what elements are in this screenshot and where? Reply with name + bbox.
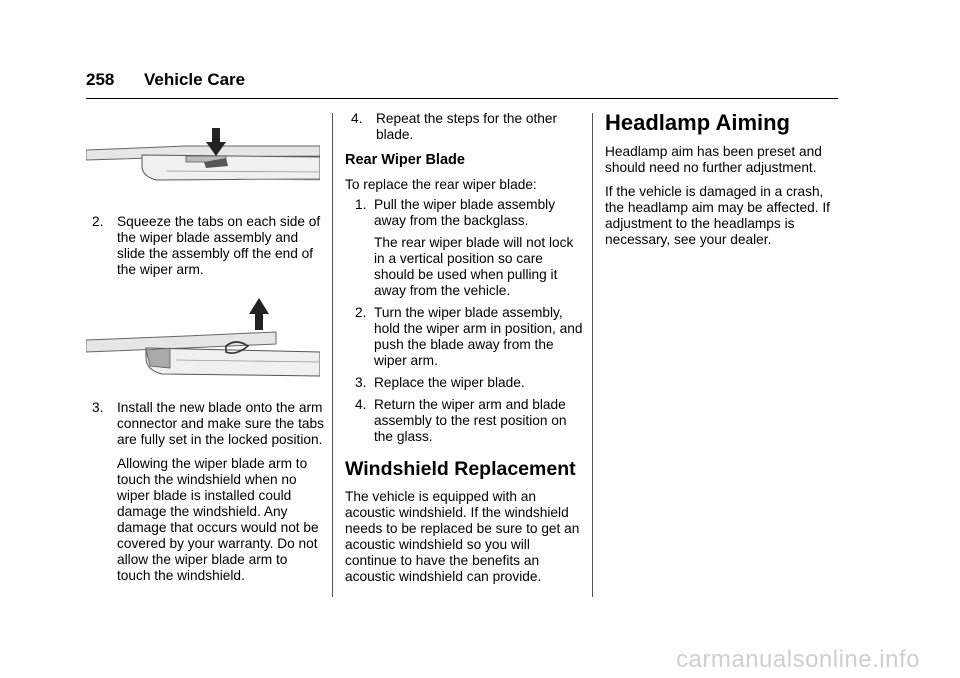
watermark: carmanualsonline.info: [676, 646, 920, 673]
headlamp-p1: Headlamp aim has been preset and should need no further adjustment.: [605, 144, 822, 175]
headlamp-section: [605, 110, 841, 248]
column-divider-2: [592, 113, 593, 597]
windshield-heading: Windshield Replacement: [345, 458, 576, 480]
windshield-text: The vehicle is equipped with an acoustic windshield. If the windshield needs to be replaced be sure to get an acoustic windshield so you will continue to have the benefits an acoustic windshield can provide.: [345, 489, 580, 584]
wiper-removal-illustration: [86, 124, 320, 194]
step-3: 3. Install the new blade onto the arm connector and make sure the tabs are fully set in the locked position. Allowing the wiper blade arm to touch the windshield when no wiper blade is installed could damage the windshield. Any damage that occurs would not be covered by your warranty. Do not allow the wiper blade arm to touch the windshield.: [92, 400, 324, 583]
rear-step-1: 1. Pull the wiper blade assembly away from the backglass.: [355, 197, 556, 228]
rear-intro: To replace the rear wiper blade:: [345, 177, 537, 192]
up-arrow-icon: [249, 298, 269, 330]
rear-step-3: 3. Replace the wiper blade.: [355, 375, 525, 390]
rear-wiper-section: [345, 152, 585, 445]
wiper-install-illustration: [86, 296, 320, 382]
rear-step-4: 4. Return the wiper arm and blade assembly to the rest position on the glass.: [355, 397, 567, 444]
rear-note: The rear wiper blade will not lock in a vertical position so care should be used when pulling it away from the vehicle.: [374, 235, 574, 298]
wiper-arm-caution: Allowing the wiper blade arm to touch the windshield when no wiper blade is installed could damage the windshield. Any damage that occurs would not be covered by your warranty. Do not allow the wiper blade arm to touch the windshield.: [117, 456, 319, 583]
page-header: [86, 70, 245, 90]
step-4: 4. Repeat the steps for the other blade.: [351, 111, 558, 142]
rear-step-2: 2. Turn the wiper blade assembly, hold the wiper arm in position, and push the blade away from the wiper arm.: [355, 305, 583, 368]
headlamp-p2: If the vehicle is damaged in a crash, the headlamp aim may be affected. If adjustment to the headlamps is necessary, see your dealer.: [605, 184, 830, 247]
step-2: 2. Squeeze the tabs on each side of the wiper blade assembly and slide the assembly off the end of the wiper arm.: [92, 214, 321, 277]
windshield-section: [345, 458, 585, 585]
column-divider-1: [332, 113, 333, 597]
section-title: Vehicle Care: [144, 70, 246, 89]
page-number: 258: [86, 70, 115, 89]
rear-wiper-heading: Rear Wiper Blade: [345, 152, 465, 168]
headlamp-heading: Headlamp Aiming: [605, 110, 790, 135]
header-rule: [86, 98, 838, 99]
